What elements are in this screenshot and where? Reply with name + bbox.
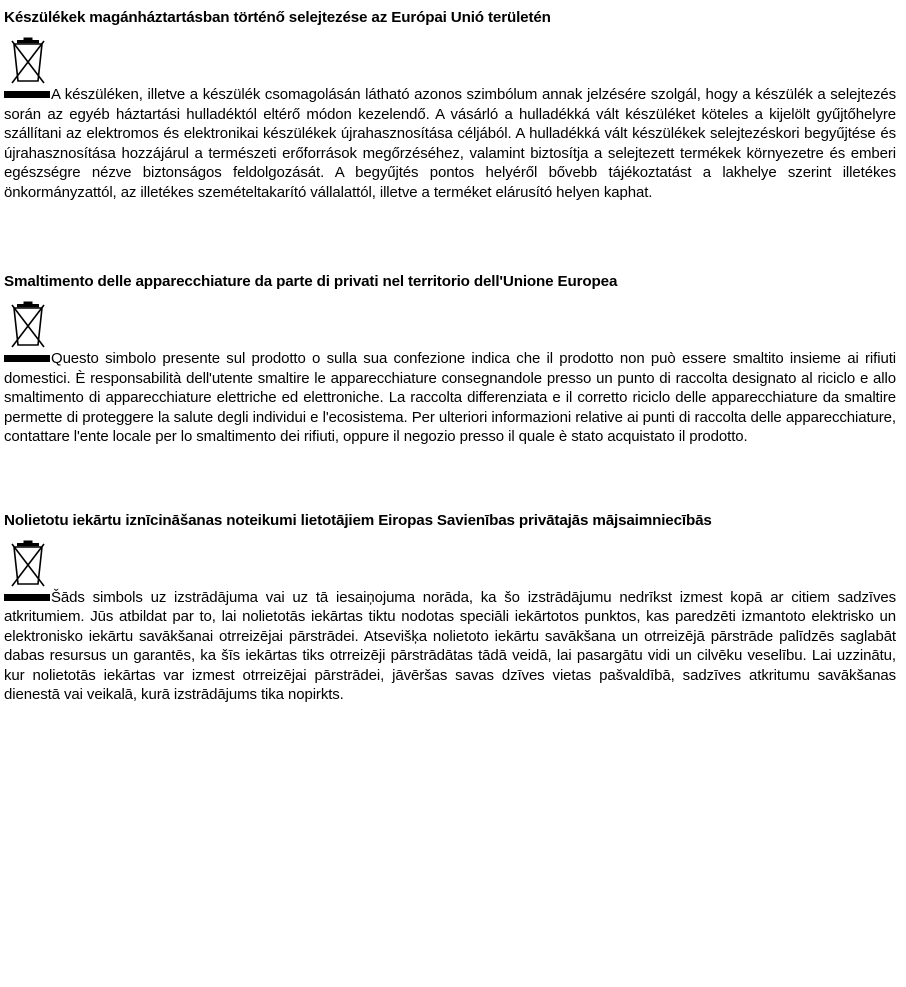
paragraph-text: Questo simbolo presente sul prodotto o sulla sua confezione indica che il prodotto non può essere smaltito insieme ai rifiuti domestici. È responsabilità dell'utente smaltire le apparecchiature consegnandole presso un punto di raccolta designato al riciclo e allo smaltimento di apparecchiature elettriche ed elettroniche. La raccolta differenziata e il corretto riciclo delle apparecchiature da smaltire permette di proteggere la salute degli individui e l'ecosistema. Per ulteriori informazioni relative ai punti di raccolta delle apparecchiature, contattare l'ente locale per lo smaltimento dei rifiuti, oppure il negozio presso il quale è stato acquistato il prodotto. — [4, 350, 896, 445]
section-paragraph — [4, 349, 896, 447]
section-spacer — [4, 236, 896, 272]
leader-bar — [4, 91, 50, 98]
crossed-out-wheeled-bin-icon — [10, 37, 54, 87]
paragraph-text: Šāds simbols uz izstrādājuma vai uz tā iesaiņojuma norāda, ka šo izstrādājumu nedrīkst izmest kopā ar citiem sadzīves atkritumiem. Jūs atbildat par to, lai nolietotās iekārtas tiktu nodotas speciāli iekārtotos punktos, kas paredzēti izmantoto elektrisko un elektronisko iekārtu savākšanai otrreizējai pārstrādei. Atsevišķa nolietoto iekārtu savākšana un otrreizējā pārstrāde palīdzēs saglabāt dabas resursus un garantēs, ka šīs iekārtas tiks otrreizēji pārstrādātas tādā veidā, lai pasargātu vidi un cilvēku veselību. Lai uzzinātu, kur nolietotās iekārtas var izmest otrreizējai pārstrādei, jāvēršas savas dzīves vietas pašvaldībā, sadzīves atkritumu savākšanas dienestā vai veikalā, kurā izstrādājums tika nopirkts. — [4, 588, 896, 703]
crossed-out-wheeled-bin-icon — [10, 540, 54, 590]
section-heading: Smaltimento delle apparecchiature da parte di privati nel territorio dell'Unione Europea — [4, 273, 618, 290]
section-paragraph — [4, 588, 896, 705]
section-paragraph — [4, 85, 896, 202]
leader-bar — [4, 355, 50, 362]
waste-disposal-section-hungarian — [4, 8, 896, 202]
section-spacer — [4, 481, 896, 511]
leader-bar — [4, 594, 50, 601]
section-heading: Nolietotu iekārtu iznīcināšanas noteikumi lietotājiem Eiropas Savienības privātajās mājsaimniecībās — [4, 511, 712, 529]
section-body — [4, 540, 896, 705]
paragraph-text: A készüléken, illetve a készülék csomagolásán látható azonos szimbólum annak jelzésére szolgál, hogy a készülék a selejtezés során az egyéb háztartási hulladéktól eltérő módon kezelendő. A vásárló a hulladékká vált készüléket köteles a kijelölt gyűjtőhelyre szállítani az elektromos és elektronikai készülékek újrahasznosítása céljából. A hulladékká vált készülékek selejtezéskori begyűjtése és újrahasznosítása hozzájárul a természeti erőforrások megőrzéséhez, valamint biztosítja a selejtezett termékek környezetre és emberi egészségre nézve biztonságos feldolgozását. A begyűjtés pontos helyéről bővebb tájékoztatást a lakhelye szerint illetékes önkormányzattól, az illetékes szemételtakarító vállalattól, illetve a terméket elárusító helyen kaphat. — [4, 86, 896, 201]
section-heading: Készülékek magánháztartásban történő selejtezése az Európai Unió területén — [4, 9, 551, 26]
crossed-out-wheeled-bin-icon — [10, 301, 54, 351]
section-body — [4, 301, 896, 447]
waste-disposal-section-latvian — [4, 511, 896, 705]
waste-disposal-section-italian — [4, 272, 896, 447]
section-body — [4, 37, 896, 202]
